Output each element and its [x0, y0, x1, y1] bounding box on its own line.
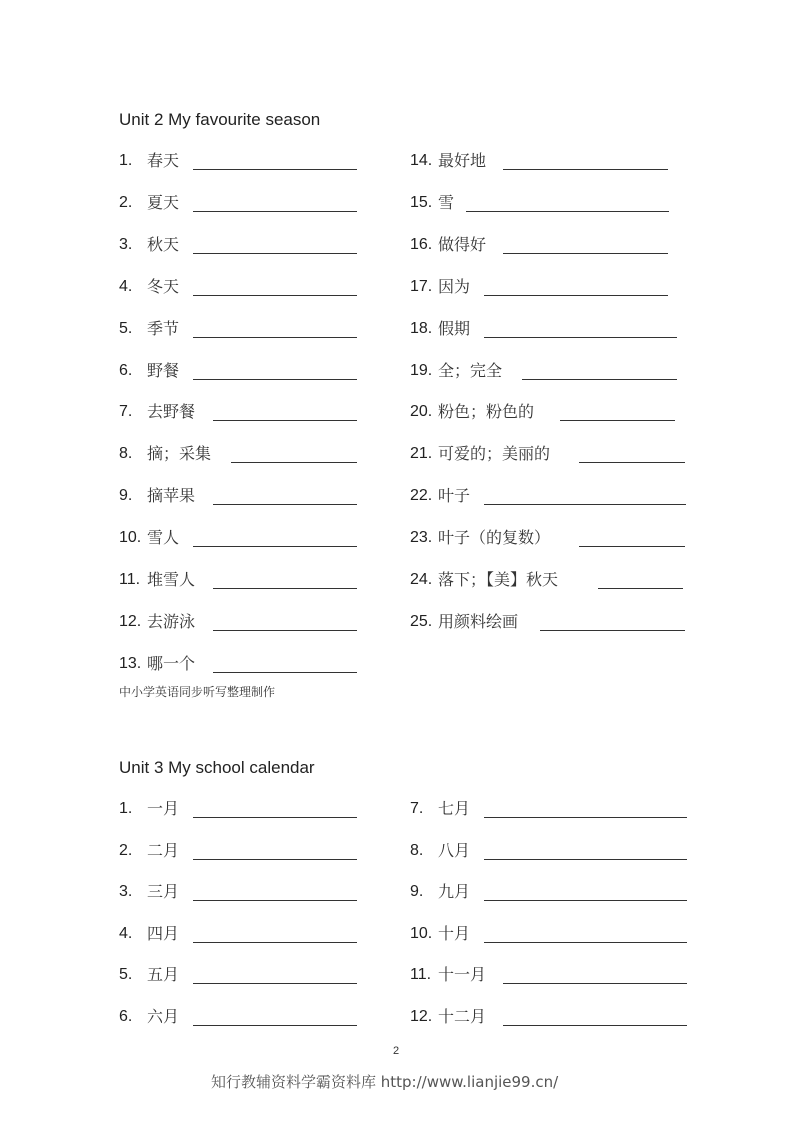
- unit2-item-answer-blank[interactable]: [231, 443, 357, 463]
- unit3-item-number: 5.: [119, 966, 133, 984]
- page-number: 2: [393, 1045, 400, 1057]
- unit3-item-row: [119, 881, 361, 903]
- unit2-item-number: 18.: [410, 319, 433, 337]
- unit2-item-word: 最好地: [438, 151, 487, 170]
- unit2-item-answer-blank[interactable]: [213, 611, 357, 631]
- unit3-item-number: 11.: [410, 966, 432, 984]
- unit2-item-answer-blank[interactable]: [598, 569, 683, 589]
- unit2-item-number: 22.: [410, 487, 433, 505]
- unit3-item-row: [119, 923, 361, 945]
- unit3-item-number: 8.: [410, 841, 424, 859]
- unit2-item-word: 可爱的；美丽的: [438, 444, 551, 464]
- unit2-item-answer-blank[interactable]: [579, 527, 685, 547]
- unit2-item-row: [119, 318, 361, 340]
- unit2-item-row: [410, 234, 672, 256]
- unit2-item-word: 全；完全: [438, 360, 503, 380]
- unit2-item-row: [410, 150, 672, 172]
- unit3-item-number: 3.: [119, 883, 133, 901]
- unit2-item-number: 3.: [119, 235, 133, 253]
- unit2-item-answer-blank[interactable]: [466, 192, 669, 212]
- unit2-item-word: 冬天: [147, 276, 180, 296]
- unit3-item-number: 12.: [410, 1008, 433, 1025]
- unit2-item-row: [410, 443, 689, 465]
- unit2-item-number: 10.: [119, 529, 142, 547]
- unit2-note: 中小学英语同步听写整理制作: [119, 685, 276, 699]
- unit2-item-number: 8.: [119, 445, 133, 463]
- unit2-item-answer-blank[interactable]: [213, 569, 357, 589]
- unit2-item-row: [119, 276, 361, 298]
- unit2-item-row: [119, 360, 361, 382]
- unit2-item-answer-blank[interactable]: [484, 318, 677, 338]
- unit3-item-word: 三月: [147, 882, 180, 902]
- unit2-item-word: 夏天: [147, 192, 180, 212]
- unit3-item-word: 十月: [438, 923, 471, 943]
- unit3-item-row: [410, 840, 691, 862]
- unit3-item-word: 一月: [147, 799, 180, 818]
- unit2-item-answer-blank[interactable]: [193, 192, 357, 212]
- unit2-item-answer-blank[interactable]: [503, 150, 668, 170]
- unit2-item-row: [410, 276, 672, 298]
- unit2-item-answer-blank[interactable]: [484, 485, 686, 505]
- unit2-item-word: 摘；采集: [147, 444, 212, 464]
- unit2-item-row: [119, 527, 361, 549]
- unit2-item-row: [410, 192, 673, 214]
- unit3-item-number: 10.: [410, 924, 433, 942]
- unit2-item-row: [410, 318, 681, 340]
- unit2-item-number: 9.: [119, 487, 133, 505]
- unit3-item-word: 七月: [438, 799, 471, 818]
- unit2-item-answer-blank[interactable]: [560, 401, 675, 421]
- unit3-item-answer-blank[interactable]: [193, 1006, 357, 1026]
- unit2-item-number: 19.: [410, 361, 433, 379]
- unit2-title: Unit 2 My favourite season: [119, 110, 321, 129]
- unit2-item-word: 去游泳: [147, 611, 196, 631]
- unit2-item-answer-blank[interactable]: [213, 485, 357, 505]
- unit3-item-answer-blank[interactable]: [193, 881, 357, 901]
- unit3-item-word: 四月: [147, 923, 180, 943]
- unit2-item-word: 哪一个: [147, 653, 196, 673]
- unit3-title: Unit 3 My school calendar: [119, 758, 315, 777]
- unit3-item-row: [119, 964, 361, 986]
- unit3-item-answer-blank[interactable]: [193, 923, 357, 943]
- unit3-item-row: [410, 1006, 691, 1028]
- footer-text: 知行教辅资料学霸资料库 http://www.lianjie99.cn/: [211, 1073, 559, 1091]
- unit3-item-word: 二月: [147, 840, 180, 860]
- unit3-item-number: 6.: [119, 1008, 133, 1025]
- unit2-item-number: 5.: [119, 319, 133, 337]
- unit3-item-row: [119, 840, 361, 862]
- unit2-item-row: [119, 234, 361, 256]
- unit2-item-row: [410, 569, 687, 591]
- unit2-item-word: 去野餐: [147, 402, 196, 422]
- unit3-item-word: 九月: [438, 882, 471, 902]
- unit2-item-row: [119, 401, 361, 423]
- unit2-item-row: [119, 485, 361, 507]
- unit3-item-number: 7.: [410, 800, 424, 817]
- unit3-item-word: 十一月: [438, 965, 487, 985]
- unit3-item-word: 八月: [438, 840, 471, 860]
- unit2-item-word: 春天: [147, 151, 180, 170]
- unit3-item-answer-blank[interactable]: [484, 923, 687, 943]
- unit2-item-number: 17.: [410, 277, 433, 295]
- unit2-item-number: 2.: [119, 193, 133, 211]
- unit2-item-word: 落下；【美】秋天: [438, 570, 559, 589]
- unit2-item-row: [119, 443, 361, 465]
- unit2-item-word: 雪人: [147, 528, 180, 548]
- unit3-item-word: 六月: [147, 1007, 180, 1026]
- unit2-item-answer-blank[interactable]: [579, 443, 685, 463]
- unit2-item-answer-blank[interactable]: [484, 276, 668, 296]
- unit2-item-word: 叶子: [438, 486, 471, 506]
- unit2-item-number: 21.: [410, 445, 433, 463]
- unit3-item-answer-blank[interactable]: [484, 881, 687, 901]
- unit3-item-answer-blank[interactable]: [484, 840, 687, 860]
- unit2-item-number: 4.: [119, 277, 133, 295]
- unit2-item-answer-blank[interactable]: [522, 360, 677, 380]
- unit2-item-answer-blank[interactable]: [213, 653, 357, 673]
- unit2-item-answer-blank[interactable]: [193, 318, 357, 338]
- unit2-item-number: 15.: [410, 193, 433, 211]
- unit3-item-row: [410, 881, 691, 903]
- unit2-item-row: [119, 611, 361, 633]
- unit2-item-answer-blank[interactable]: [540, 611, 685, 631]
- unit3-item-answer-blank[interactable]: [484, 798, 687, 818]
- unit2-item-number: 11.: [119, 571, 141, 588]
- unit2-item-word: 因为: [438, 276, 471, 296]
- unit2-item-word: 叶子（的复数）: [438, 528, 551, 548]
- unit3-item-word: 十二月: [438, 1007, 487, 1026]
- unit3-item-number: 4.: [119, 924, 133, 942]
- unit3-item-row: [119, 798, 361, 820]
- unit2-item-answer-blank[interactable]: [193, 360, 357, 380]
- unit3-item-word: 五月: [147, 965, 180, 985]
- unit2-item-number: 6.: [119, 361, 133, 379]
- unit2-item-word: 季节: [147, 318, 180, 338]
- unit2-item-row: [119, 150, 361, 172]
- unit2-item-row: [119, 192, 361, 214]
- unit2-item-word: 堆雪人: [147, 570, 196, 589]
- unit3-item-row: [119, 1006, 361, 1028]
- unit2-item-number: 7.: [119, 403, 133, 421]
- unit2-item-word: 雪: [438, 192, 455, 212]
- unit2-item-row: [119, 569, 361, 591]
- unit2-item-number: 23.: [410, 529, 433, 547]
- unit2-item-row: [410, 527, 689, 549]
- unit2-item-row: [410, 360, 681, 382]
- unit2-item-number: 12.: [119, 612, 142, 630]
- unit2-item-answer-blank[interactable]: [193, 150, 357, 170]
- unit2-item-answer-blank[interactable]: [193, 276, 357, 296]
- unit2-item-number: 14.: [410, 152, 433, 169]
- unit2-item-word: 做得好: [438, 234, 487, 254]
- unit3-item-row: [410, 964, 691, 986]
- unit2-item-number: 1.: [119, 152, 133, 169]
- unit2-item-row: [410, 401, 679, 423]
- unit3-item-answer-blank[interactable]: [503, 1006, 687, 1026]
- unit3-item-row: [410, 798, 691, 820]
- unit2-item-row: [119, 653, 361, 675]
- unit3-item-number: 9.: [410, 883, 424, 901]
- unit2-item-row: [410, 485, 690, 507]
- unit2-item-answer-blank[interactable]: [193, 527, 357, 547]
- unit2-item-number: 20.: [410, 403, 433, 421]
- unit2-item-number: 25.: [410, 612, 433, 630]
- unit2-item-answer-blank[interactable]: [213, 401, 357, 421]
- unit2-item-word: 野餐: [147, 360, 180, 380]
- unit2-item-row: [410, 611, 689, 633]
- unit2-item-word: 秋天: [147, 234, 180, 254]
- unit2-item-word: 粉色；粉色的: [438, 402, 535, 422]
- unit2-item-word: 用颜料绘画: [438, 611, 519, 631]
- unit2-item-number: 16.: [410, 235, 433, 253]
- unit2-item-number: 24.: [410, 571, 433, 588]
- unit2-item-answer-blank[interactable]: [503, 234, 668, 254]
- unit2-item-answer-blank[interactable]: [193, 234, 357, 254]
- unit3-item-answer-blank[interactable]: [193, 964, 357, 984]
- unit2-item-number: 13.: [119, 654, 142, 672]
- unit3-item-answer-blank[interactable]: [193, 840, 357, 860]
- unit3-item-row: [410, 923, 691, 945]
- unit2-item-word: 假期: [438, 318, 471, 338]
- unit3-item-number: 2.: [119, 841, 133, 859]
- unit3-item-answer-blank[interactable]: [193, 798, 357, 818]
- unit2-item-word: 摘苹果: [147, 486, 196, 506]
- unit3-item-number: 1.: [119, 800, 133, 817]
- unit3-item-answer-blank[interactable]: [503, 964, 687, 984]
